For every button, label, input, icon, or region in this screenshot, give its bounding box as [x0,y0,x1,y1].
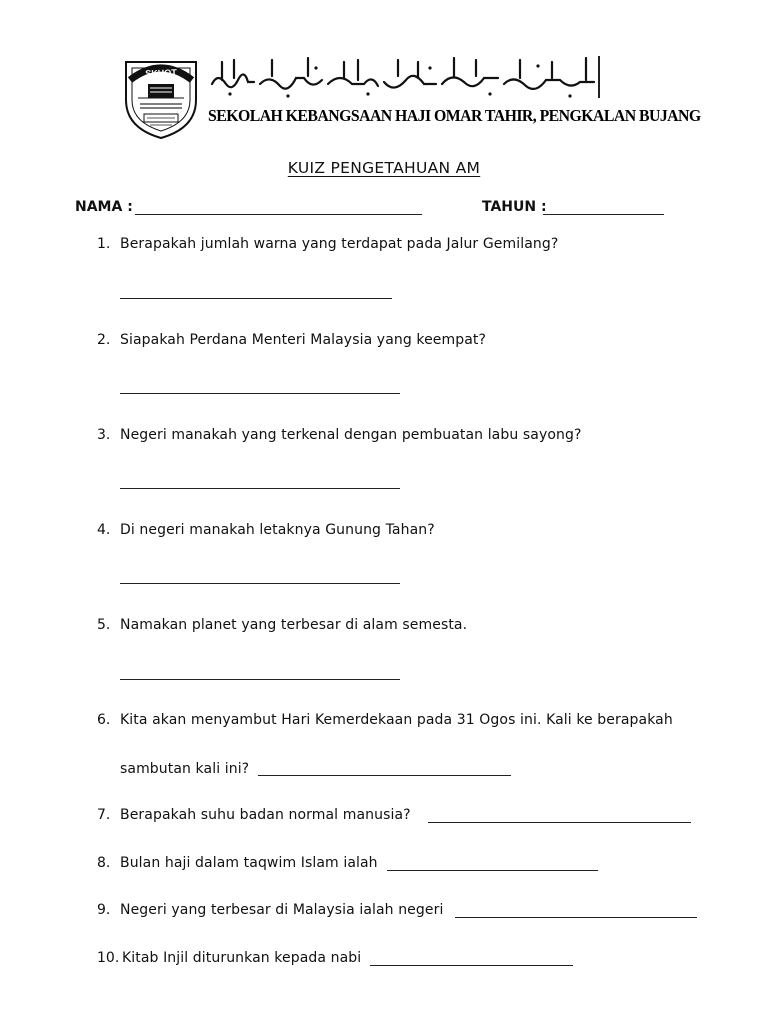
question-number: 3. [97,427,111,443]
answer-line[interactable] [455,917,697,918]
question-text: Siapakah Perdana Menteri Malaysia yang keempat? [120,332,487,348]
name-answer-line[interactable] [135,214,422,215]
answer-line[interactable] [120,488,400,489]
question-number: 5. [97,617,111,633]
question-text: Namakan planet yang terbesar di alam semesta. [120,617,468,633]
question-text: Kitab Injil diturunkan kepada nabi [122,950,362,966]
answer-line[interactable] [428,822,691,823]
question-text-continued: sambutan kali ini? [120,761,250,777]
answer-line[interactable] [120,583,400,584]
question-number: 9. [97,902,111,918]
school-crest-logo [120,54,202,140]
jawi-divider [598,56,600,98]
answer-line[interactable] [120,679,400,680]
question-number: 10. [97,950,120,966]
question-text: Negeri yang terbesar di Malaysia ialah negeri [120,902,444,918]
question-text: Berapakah suhu badan normal manusia? [120,807,411,823]
question-text: Kita akan menyambut Hari Kemerdekaan pada 31 Ogos ini. Kali ke berapakah [120,712,673,728]
svg-text:SKHOT: SKHOT [145,67,177,79]
answer-line[interactable] [258,775,511,776]
question-text: Di negeri manakah letaknya Gunung Tahan? [120,522,435,538]
question-text: Negeri manakah yang terkenal dengan pembuatan labu sayong? [120,427,582,443]
year-answer-line[interactable] [543,214,664,215]
question-number: 1. [97,236,111,252]
answer-line[interactable] [120,393,400,394]
year-label: TAHUN : [482,199,547,215]
question-number: 7. [97,807,111,823]
question-number: 8. [97,855,111,871]
answer-line[interactable] [387,870,598,871]
question-number: 6. [97,712,111,728]
answer-line[interactable] [370,965,573,966]
jawi-school-name-script [208,54,600,100]
question-text: Berapakah jumlah warna yang terdapat pada Jalur Gemilang? [120,236,559,252]
name-label: NAMA : [75,199,133,215]
question-text: Bulan haji dalam taqwim Islam ialah [120,855,378,871]
question-number: 2. [97,332,111,348]
quiz-title: KUIZ PENGETAHUAN AM [287,159,481,177]
answer-line[interactable] [120,298,392,299]
question-number: 4. [97,522,111,538]
school-name: SEKOLAH KEBANGSAAN HAJI OMAR TAHIR, PENGKALAN BUJANG [208,106,701,125]
